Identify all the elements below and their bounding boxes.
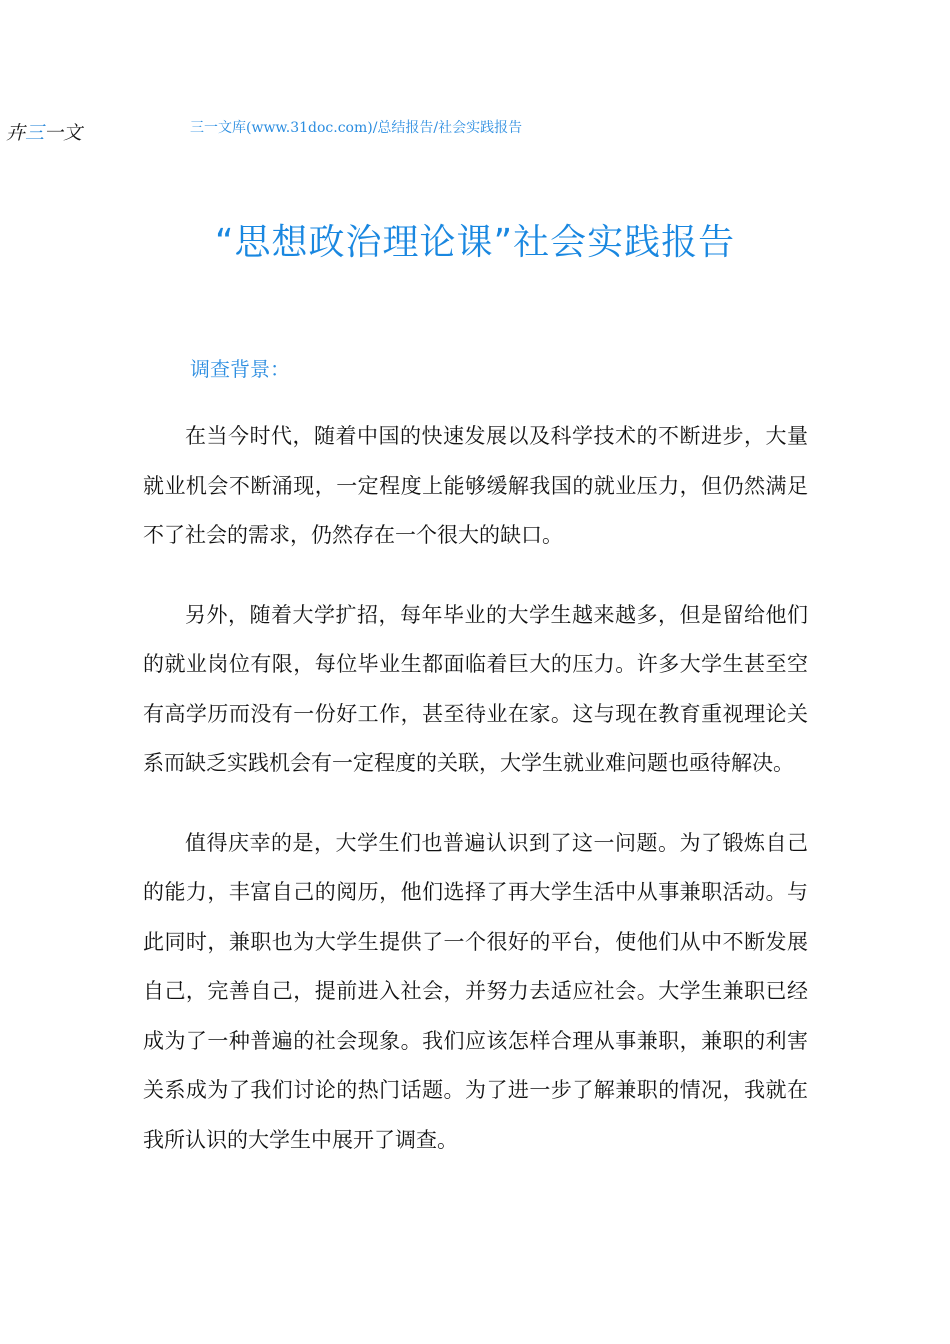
site-logo bbox=[6, 118, 82, 145]
logo-part-3: 一文 bbox=[44, 122, 83, 144]
page-title: “思想政治理论课”社会实践报告 bbox=[214, 222, 736, 263]
paragraph-2: 另外，随着大学扩招，每年毕业的大学生越来越多，但是留给他们的就业岗位有限，每位毕业生都面临着巨大的压力。许多大学生甚至空有高学历而没有一份好工作，甚至待业在家。这与现在教育重视理论关系而缺乏实践机会有一定程度的关联，大学生就业难问题也亟待解决。 bbox=[143, 602, 808, 775]
paragraph-1: 在当今时代，随着中国的快速发展以及科学技术的不断进步，大量就业机会不断涌现，一定程度上能够缓解我国的就业压力，但仍然满足不了社会的需求，仍然存在一个很大的缺口。 bbox=[143, 424, 808, 547]
document-body bbox=[143, 412, 808, 1195]
logo-part-2: 三 bbox=[25, 122, 45, 144]
section-heading-background: 调查背景： bbox=[190, 357, 290, 381]
breadcrumb[interactable]: 三一文库(www.31doc.com)/总结报告/社会实践报告 bbox=[190, 120, 523, 136]
paragraph-3: 值得庆幸的是，大学生们也普遍认识到了这一问题。为了锻炼自己的能力，丰富自己的阅历，他们选择了再大学生活中从事兼职活动。与此同时，兼职也为大学生提供了一个很好的平台，使他们从中不断发展自己，完善自己，提前进入社会，并努力去适应社会。大学生兼职已经成为了一种普遍的社会现象。我们应该怎样合理从事兼职，兼职的利害关系成为了我们讨论的热门话题。为了进一步了解兼职的情况，我就在我所认识的大学生中展开了调查。 bbox=[143, 830, 808, 1152]
logo-part-1: 卉 bbox=[6, 122, 26, 144]
